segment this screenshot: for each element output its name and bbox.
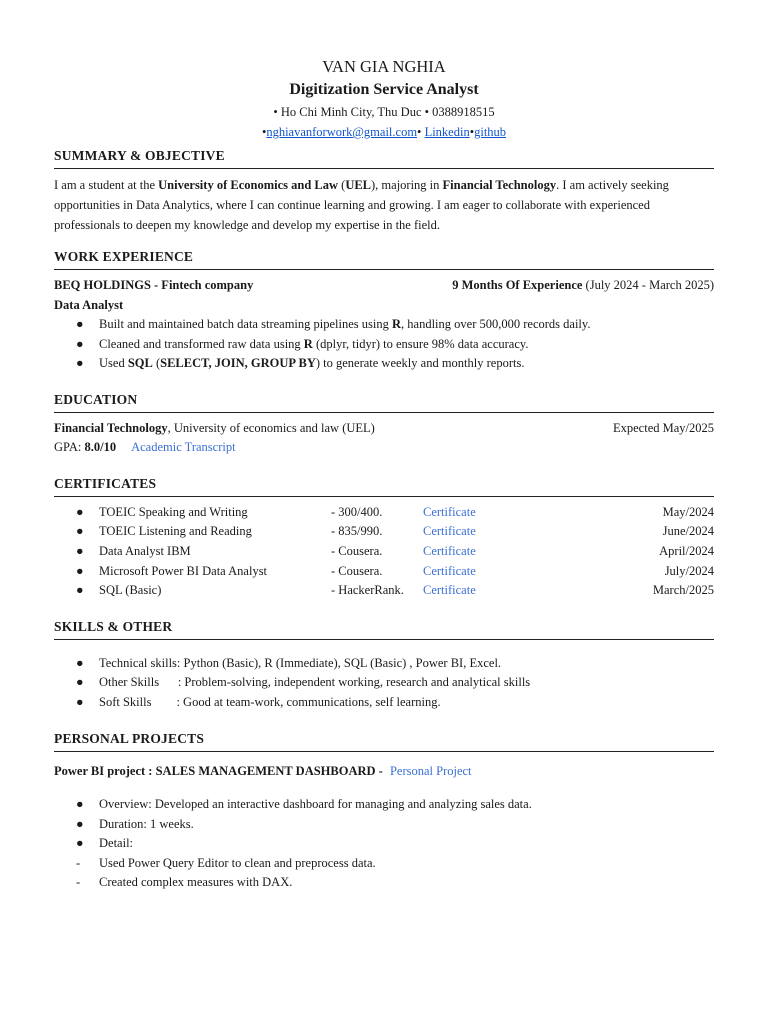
university-name: University of Economics and Law xyxy=(158,178,339,192)
gpa-line xyxy=(54,438,714,458)
certificate-date: April/2024 xyxy=(659,543,714,558)
linkedin-link[interactable]: Linkedin xyxy=(424,125,470,139)
gpa-value: 8.0/10 xyxy=(84,440,117,455)
university-abbr: UEL xyxy=(345,178,372,192)
bullet-icon: ● xyxy=(76,655,84,670)
bullet-icon: ● xyxy=(76,336,84,351)
text: SQL xyxy=(127,356,153,371)
certificates-heading: CERTIFICATES xyxy=(54,476,714,497)
education-entry xyxy=(54,419,714,439)
expected-date: Expected May/2025 xyxy=(612,420,714,435)
certificate-issuer: - HackerRank. xyxy=(331,583,404,598)
project-bullet xyxy=(54,834,714,854)
degree-line xyxy=(54,419,375,439)
degree: Financial Technology xyxy=(54,420,168,435)
certificate-issuer: - 835/990. xyxy=(331,524,383,539)
certificate-date: March/2025 xyxy=(652,583,714,598)
work-heading: WORK EXPERIENCE xyxy=(54,249,714,270)
project-bullet-text: Duration: 1 weeks. xyxy=(99,816,194,831)
project-title-line xyxy=(54,762,714,782)
skill-text: Other Skills : Problem-solving, independent working, research and analytical skills xyxy=(99,675,531,690)
certificate-item xyxy=(54,562,714,582)
bullet-icon: ● xyxy=(76,583,84,598)
dash-icon: - xyxy=(76,875,81,890)
certificate-item xyxy=(54,522,714,542)
certificate-name: TOEIC Listening and Reading xyxy=(99,524,252,539)
certificate-date: July/2024 xyxy=(664,563,714,578)
text: (dplyr, tidyr) to ensure 98% data accuracy. xyxy=(312,336,529,351)
skill-item xyxy=(54,654,714,674)
project-bullet xyxy=(54,795,714,815)
certificate-name: Microsoft Power BI Data Analyst xyxy=(99,563,268,578)
duration-range: (July 2024 - March 2025) xyxy=(582,278,714,292)
project-dash-item xyxy=(54,854,714,874)
certificate-name: TOEIC Speaking and Writing xyxy=(99,504,248,519)
contact-links xyxy=(54,122,714,142)
skill-text: Technical skills: Python (Basic), R (Immediate), SQL (Basic) , Power BI, Excel. xyxy=(99,655,502,670)
certificate-link[interactable]: Certificate xyxy=(423,543,476,558)
work-bullets xyxy=(54,315,714,374)
certificate-link[interactable]: Certificate xyxy=(423,504,476,519)
summary-part: I am a student at the xyxy=(54,178,159,192)
text: Used xyxy=(99,356,128,371)
bullet-icon: ● xyxy=(76,675,84,690)
certificate-row xyxy=(99,542,714,562)
text: ) to generate weekly and monthly reports. xyxy=(315,356,525,371)
summary-part: . I am actively seeking opportunities in Data Analytics, where I can continue learning and growing. I am eager to collaborate with experienced professionals to deepen my knowledge and develop my expertise in the field. xyxy=(54,178,669,232)
certificate-row xyxy=(99,522,714,542)
certificate-name: SQL (Basic) xyxy=(99,583,162,598)
job-role: Data Analyst xyxy=(54,297,124,312)
bullet-icon: ● xyxy=(76,504,84,519)
certificate-item xyxy=(54,581,714,601)
work-entry-header xyxy=(54,276,714,296)
project-dash-text: Created complex measures with DAX. xyxy=(99,875,293,890)
resume-header xyxy=(54,56,714,142)
text: Built and maintained batch data streaming pipelines using xyxy=(99,317,392,331)
email-link[interactable]: nghiavanforwork@gmail.com xyxy=(266,125,418,139)
candidate-name: VAN GIA NGHIA xyxy=(322,57,446,76)
location-phone: • Ho Chi Minh City, Thu Duc • 0388918515 xyxy=(273,105,495,119)
education-heading: EDUCATION xyxy=(54,392,714,413)
project-title: Power BI project : SALES MANAGEMENT DASHBOARD - xyxy=(54,763,386,778)
github-link[interactable]: github xyxy=(474,125,507,139)
bullet-icon: ● xyxy=(76,543,84,558)
resume-page xyxy=(54,56,714,893)
certificate-row xyxy=(99,503,714,523)
project-bullet-text: Overview: Developed an interactive dashboard for managing and analyzing sales data. xyxy=(99,797,532,812)
dash-icon: - xyxy=(76,855,81,870)
certificate-issuer: - Cousera. xyxy=(331,543,383,558)
skills-list xyxy=(54,654,714,713)
bullet-icon: ● xyxy=(76,563,84,578)
projects-heading: PERSONAL PROJECTS xyxy=(54,731,714,752)
project-bullet-text: Detail: xyxy=(99,836,134,851)
list-item xyxy=(54,335,714,355)
bullet-icon: ● xyxy=(76,694,84,709)
text: ( xyxy=(152,356,161,371)
skills-heading: SKILLS & OTHER xyxy=(54,619,714,640)
skill-text: Soft Skills : Good at team-work, communications, self learning. xyxy=(99,694,441,709)
certificate-row xyxy=(99,562,714,582)
bullet-icon: ● xyxy=(76,816,84,831)
bullet-icon: ● xyxy=(76,836,84,851)
candidate-title: Digitization Service Analyst xyxy=(289,81,479,98)
transcript-link[interactable]: Academic Transcript xyxy=(131,440,236,455)
separator: • xyxy=(261,125,267,139)
summary-part: ( xyxy=(338,178,346,192)
bullet-icon: ● xyxy=(76,317,84,331)
certificate-list xyxy=(54,503,714,601)
certificate-item xyxy=(54,503,714,523)
separator: • xyxy=(469,125,475,139)
project-dash-item xyxy=(54,873,714,893)
summary-part: ), majoring in xyxy=(371,178,443,192)
skill-item xyxy=(54,673,714,693)
list-item xyxy=(54,315,714,335)
bullet-icon: ● xyxy=(76,356,84,371)
bullet-icon: ● xyxy=(76,797,84,812)
certificate-link[interactable]: Certificate xyxy=(423,583,476,598)
certificate-link[interactable]: Certificate xyxy=(423,524,476,539)
separator: • xyxy=(417,125,425,139)
certificate-name: Data Analyst IBM xyxy=(99,543,191,558)
gpa-label: GPA: xyxy=(54,440,85,455)
list-item xyxy=(54,354,714,374)
work-duration xyxy=(452,276,714,296)
text: Cleaned and transformed raw data using xyxy=(99,336,304,351)
skill-item xyxy=(54,693,714,713)
bullet-icon: ● xyxy=(76,524,84,539)
summary-heading: SUMMARY & OBJECTIVE xyxy=(54,148,714,169)
school: , University of economics and law (UEL) xyxy=(167,420,375,435)
certificate-issuer: - Cousera. xyxy=(331,563,383,578)
certificate-issuer: - 300/400. xyxy=(331,504,383,519)
certificate-row xyxy=(99,581,714,601)
duration-label: 9 Months Of Experience xyxy=(452,278,583,292)
text: R xyxy=(303,336,313,351)
text: , handling over 500,000 records daily. xyxy=(401,317,591,331)
company-name: BEQ HOLDINGS - Fintech company xyxy=(54,278,254,292)
certificate-item xyxy=(54,542,714,562)
text: R xyxy=(392,317,402,331)
summary-text xyxy=(54,175,714,235)
certificate-date: June/2024 xyxy=(662,524,714,539)
project-link[interactable]: Personal Project xyxy=(389,763,472,778)
project-dash-text: Used Power Query Editor to clean and preprocess data. xyxy=(99,855,376,870)
project-details xyxy=(54,795,714,893)
certificate-link[interactable]: Certificate xyxy=(423,563,476,578)
text: SELECT, JOIN, GROUP BY xyxy=(160,356,316,371)
project-bullet xyxy=(54,815,714,835)
certificate-date: May/2024 xyxy=(662,504,714,519)
major-name: Financial Technology xyxy=(442,178,557,192)
